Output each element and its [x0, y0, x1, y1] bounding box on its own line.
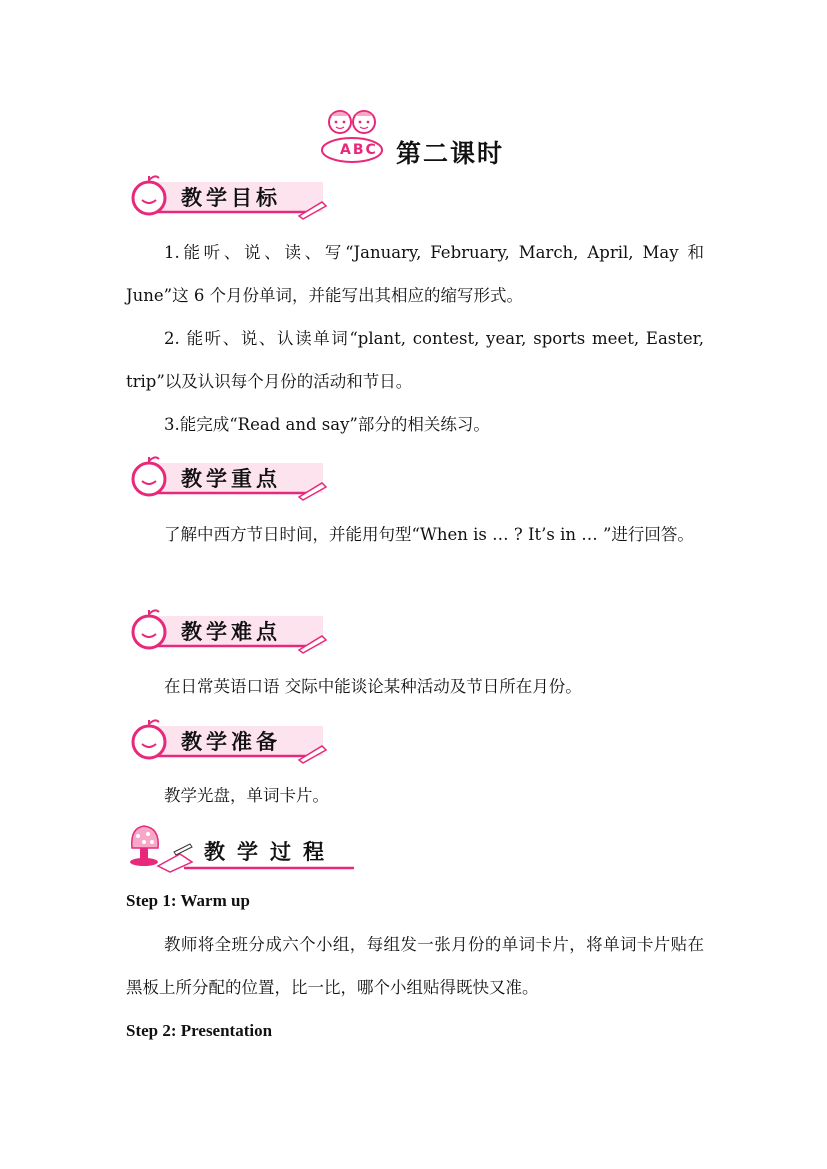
objective-item-2: 2. 能听、说、认读单词“plant, contest, year, sports meet, Easter, trip”以及认识每个月份的活动和节日。 [126, 329, 704, 391]
section-heading-label: 教学难点 [181, 620, 281, 644]
section-heading-label: 教学过程 [204, 840, 336, 864]
section-heading-objectives [127, 172, 332, 224]
logo-badge-text: ABC [340, 142, 378, 158]
section-heading-label: 教学准备 [181, 730, 281, 754]
objective-item-3: 3.能完成“Read and say”部分的相关练习。 [164, 415, 490, 434]
section-heading-difficulties [127, 606, 332, 658]
step-1-title: Step 1: Warm up [126, 891, 250, 910]
section-heading-preparation [127, 716, 332, 768]
step-2-title: Step 2: Presentation [126, 1021, 273, 1040]
lesson-title: 第二课时 [396, 139, 505, 168]
step-1-text: 教师将全班分成六个小组，每组发一张月份的单词卡片，将单词卡片贴在黑板上所分配的位置，比一比，哪个小组贴得既快又准。 [126, 935, 704, 997]
key-points-text: 了解中西方节日时间，并能用句型“When is … ? It’s in … ”进行回答。 [164, 525, 694, 544]
section-heading-label: 教学重点 [181, 467, 281, 491]
preparation-text: 教学光盘，单词卡片。 [164, 786, 329, 805]
objective-item-1: 1.能听、说、读、写“January, February, March, April, May 和 June”这 6 个月份单词，并能写出其相应的缩写形式。 [126, 243, 704, 305]
section-heading-key-points [127, 453, 332, 505]
page-title [318, 104, 538, 166]
section-heading-label: 教学目标 [181, 186, 281, 210]
section-heading-process [118, 822, 358, 874]
difficulties-text: 在日常英语口语 交际中能谈论某种活动及节日所在月份。 [164, 677, 582, 696]
